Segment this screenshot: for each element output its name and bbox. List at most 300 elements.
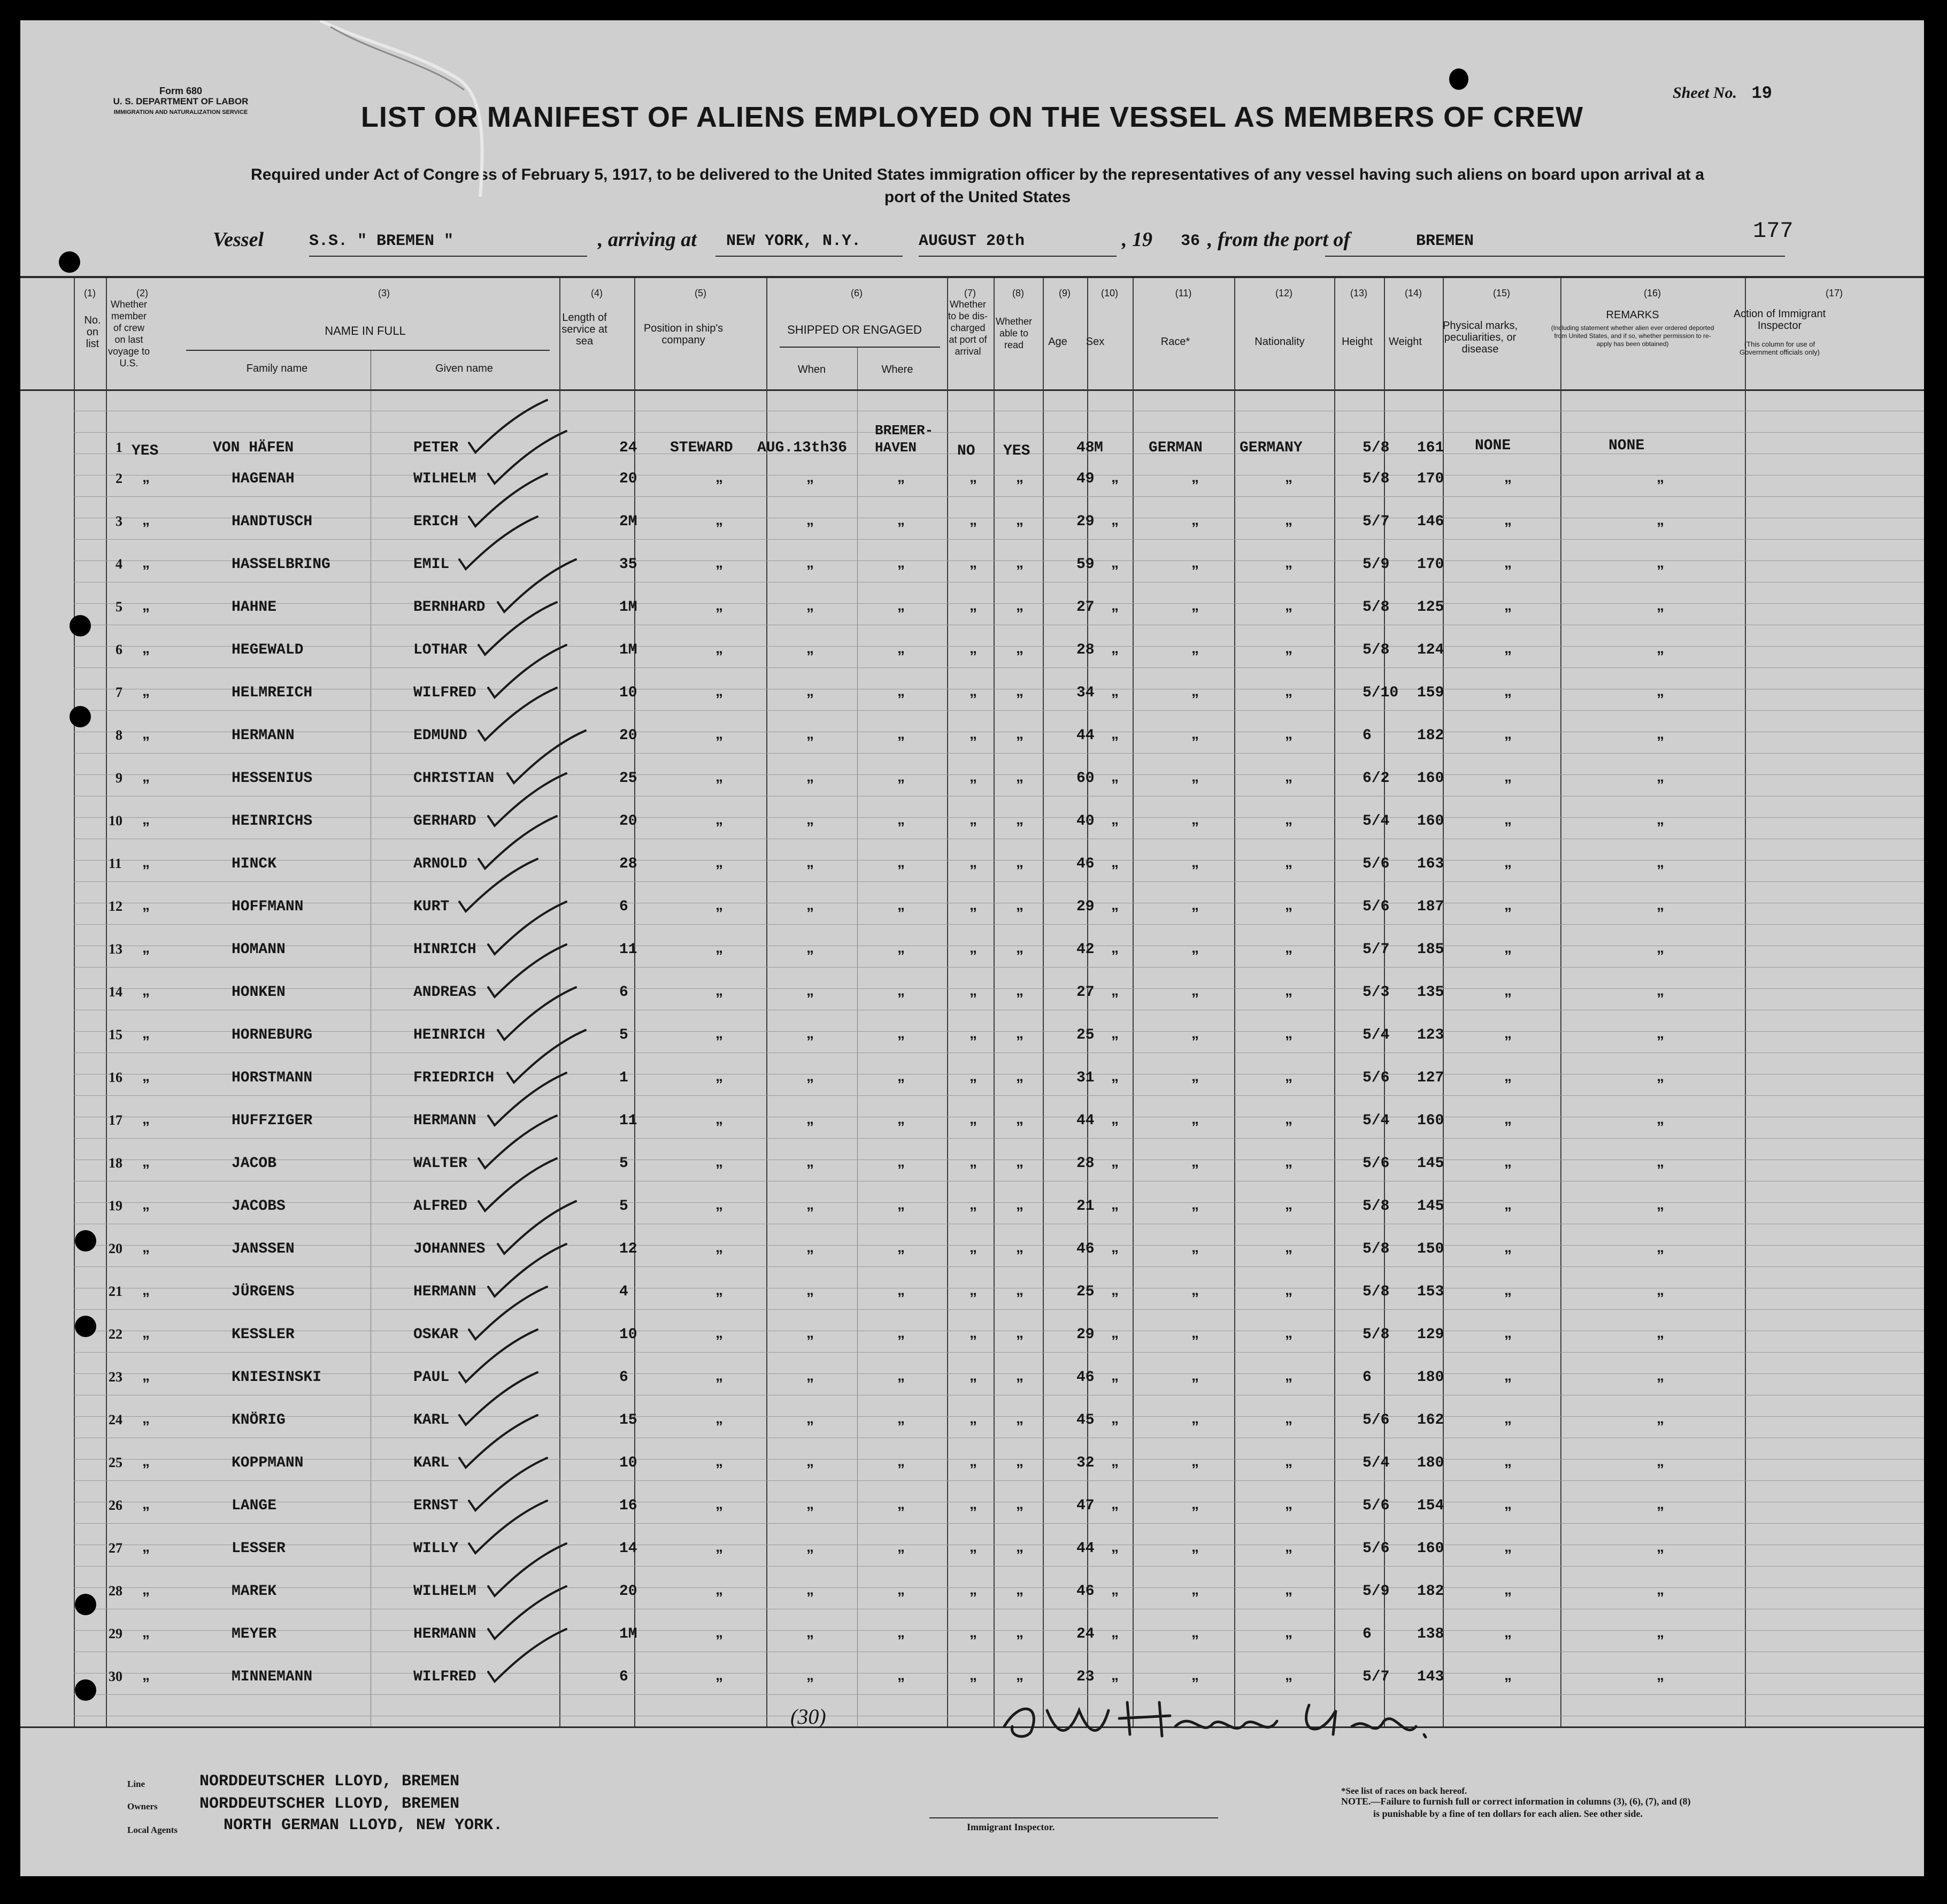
ditto-mark: „ [1657,511,1664,528]
ruled-line [74,1480,1924,1481]
ditto-mark: „ [1285,982,1292,999]
ruled-line [74,1373,1924,1374]
height: 5/10 [1363,685,1399,701]
ditto-mark: „ [969,682,977,699]
ditto-mark: „ [142,1667,150,1683]
row-1-position: STEWARD [670,440,733,456]
ditto-mark: „ [806,982,814,999]
ditto-mark: „ [806,469,814,485]
column-number: (3) [378,288,390,298]
ditto-mark: „ [1191,1196,1199,1212]
weight: 160 [1417,770,1444,787]
column-divider [106,278,107,1726]
arrival-date: AUGUST 20th [919,232,1025,250]
ruled-line [74,646,1924,647]
row-1-read: YES [1003,443,1030,459]
age: 28 [1076,1155,1095,1172]
col-weight-header: Weight [1389,336,1422,348]
ditto-mark: „ [1285,511,1292,528]
length-of-service: 2M [619,513,637,530]
ditto-mark: „ [1504,1367,1512,1384]
ruled-line [74,1095,1924,1096]
ditto-mark: „ [897,725,905,742]
ditto-mark: „ [142,725,150,742]
col-height-header: Height [1342,336,1373,348]
weight: 123 [1417,1027,1444,1043]
age: 44 [1076,1112,1095,1129]
column-number: (5) [695,288,706,298]
punch-hole [70,706,91,727]
column-divider [74,278,75,1726]
ditto-mark: „ [1016,511,1023,528]
given-name: WALTER [413,1155,467,1172]
ruled-line [74,817,1924,818]
ditto-mark: „ [1504,1110,1512,1127]
length-of-service: 14 [619,1540,637,1557]
row-1-physical: NONE [1475,437,1511,454]
ditto-mark: „ [1657,1110,1664,1127]
ditto-mark: „ [142,469,150,485]
column-divider [947,278,948,1726]
ditto-mark: „ [1191,682,1199,699]
row-number: 20 [109,1241,122,1256]
ditto-mark: „ [969,1667,977,1683]
ditto-mark: „ [1504,1453,1512,1469]
ditto-mark: „ [142,896,150,913]
ditto-mark: „ [1016,1196,1023,1212]
ditto-mark: „ [806,682,814,699]
ditto-mark: „ [1504,1624,1512,1640]
table-head-rule [20,389,1924,391]
family-name: HELMREICH [232,685,313,701]
row-number: 8 [116,727,122,743]
row-1-nationality: GERMANY [1240,440,1303,456]
ditto-mark: „ [1191,597,1199,613]
ditto-mark: „ [1191,982,1199,999]
ditto-mark: „ [1191,1367,1199,1384]
weight: 145 [1417,1198,1444,1215]
given-name: WILFRED [413,685,476,701]
height: 5/6 [1363,1540,1390,1557]
ditto-mark: „ [1111,1196,1119,1212]
ditto-mark: „ [897,1367,905,1384]
ruled-line [74,1587,1924,1588]
given-name: ALFRED [413,1198,467,1215]
ditto-mark: „ [142,1239,150,1255]
given-name: ANDREAS [413,984,476,1001]
ditto-mark: „ [715,1624,723,1640]
inspector-signature [999,1689,1437,1748]
ditto-mark: „ [1504,768,1512,785]
ditto-mark: „ [715,854,723,870]
given-name: KURT [413,899,450,915]
ditto-mark: „ [142,1281,150,1298]
note-penalty-1: NOTE.—Failure to furnish full or correct information in columns (3), (6), (7), and (8) [1341,1796,1691,1807]
weight: 185 [1417,941,1444,958]
ditto-mark: „ [897,1239,905,1255]
row-number: 11 [109,856,122,871]
row-number: 22 [109,1326,122,1342]
weight: 127 [1417,1070,1444,1086]
family-name: HINCK [232,856,277,872]
ditto-mark: „ [897,1110,905,1127]
ditto-mark: „ [1657,982,1664,999]
col-age-header: Age [1048,336,1067,348]
weight: 135 [1417,984,1444,1001]
ditto-mark: „ [715,1367,723,1384]
height: 5/4 [1363,813,1390,830]
ditto-mark: „ [1504,469,1512,485]
ruled-line [74,988,1924,989]
column-divider [1234,278,1235,1726]
length-of-service: 1M [619,642,637,658]
ruled-line [74,1416,1924,1417]
given-name: BERNHARD [413,599,486,616]
ditto-mark: „ [1016,896,1023,913]
ditto-mark: „ [1504,1025,1512,1041]
age: 40 [1076,813,1095,830]
weight: 180 [1417,1369,1444,1386]
ditto-mark: „ [897,811,905,827]
ditto-mark: „ [1191,511,1199,528]
column-divider [1133,278,1134,1726]
ditto-mark: „ [1111,1495,1119,1512]
row-number: 6 [116,642,122,657]
family-name: HERMANN [232,727,295,744]
ditto-mark: „ [1111,811,1119,827]
ditto-mark: „ [897,1281,905,1298]
col-given-header: Given name [435,363,493,374]
ditto-mark: „ [1111,469,1119,485]
ditto-mark: „ [1285,1281,1292,1298]
ruled-line [74,432,1924,433]
height: 5/3 [1363,984,1390,1001]
ditto-mark: „ [142,554,150,571]
col-no-header: No. on list [84,314,101,350]
punch-hole [75,1316,96,1337]
row-1-when: AUG.13th36 [757,440,848,456]
ditto-mark: „ [1504,939,1512,956]
ditto-mark: „ [1111,939,1119,956]
height: 5/9 [1363,1583,1390,1600]
ditto-mark: „ [715,511,723,528]
ditto-mark: „ [1016,640,1023,656]
punch-hole [1449,68,1468,90]
row-number: 27 [109,1540,122,1556]
ditto-mark: „ [806,1196,814,1212]
weight: 160 [1417,1540,1444,1557]
ditto-mark: „ [897,1667,905,1683]
ditto-mark: „ [142,597,150,613]
ditto-mark: „ [715,725,723,742]
punch-hole [75,1594,96,1615]
ruled-line [74,667,1924,668]
ditto-mark: „ [806,1624,814,1640]
ruled-line [74,753,1924,754]
ruled-line [74,1459,1924,1460]
age: 25 [1076,1027,1095,1043]
length-of-service: 16 [619,1498,637,1514]
given-name: HERMANN [413,1112,476,1129]
ditto-mark: „ [1657,939,1664,956]
row-number: 1 [116,440,122,455]
row-number: 13 [109,941,122,957]
ditto-mark: „ [1016,554,1023,571]
ditto-mark: „ [806,1538,814,1555]
ditto-mark: „ [715,768,723,785]
ditto-mark: „ [806,1367,814,1384]
ditto-mark: „ [969,896,977,913]
column-number: (17) [1825,288,1843,298]
weight: 125 [1417,599,1444,616]
ditto-mark: „ [1657,896,1664,913]
length-of-service: 6 [619,984,628,1001]
ditto-mark: „ [1504,554,1512,571]
ditto-mark: „ [715,682,723,699]
ditto-mark: „ [715,1453,723,1469]
ditto-mark: „ [715,469,723,485]
length-of-service: 11 [619,941,637,958]
ditto-mark: „ [1111,982,1119,999]
row-number: 3 [116,513,122,529]
age: 23 [1076,1669,1095,1685]
ditto-mark: „ [1111,854,1119,870]
weight: 145 [1417,1155,1444,1172]
ditto-mark: „ [1504,1281,1512,1298]
height: 5/8 [1363,1326,1390,1343]
ditto-mark: „ [969,1453,977,1469]
given-name: EMIL [413,556,450,573]
col-remarks-header: REMARKS [1606,309,1659,321]
ditto-mark: „ [1504,511,1512,528]
ditto-mark: „ [897,854,905,870]
length-of-service: 1M [619,1626,637,1642]
ditto-mark: „ [897,1624,905,1640]
ditto-mark: „ [1285,1196,1292,1212]
subtitle-line-1: Required under Act of Congress of February 5, 1917, to be delivered to the United States immigration officer by the representatives of any vessel having such aliens on board upon arrival at a [251,166,1704,183]
given-name: PETER [413,440,459,456]
weight: 160 [1417,813,1444,830]
ditto-mark: „ [1111,1068,1119,1084]
ditto-mark: „ [1285,1239,1292,1255]
family-name: HOMANN [232,941,286,958]
ditto-mark: „ [969,1281,977,1298]
row-number: 16 [109,1070,122,1085]
ditto-mark: „ [1191,1068,1199,1084]
line-value: NORDDEUTSCHER LLOYD, BREMEN [199,1772,460,1791]
ditto-mark: „ [806,1281,814,1298]
row-number: 28 [109,1583,122,1599]
ditto-mark: „ [1191,1453,1199,1469]
ditto-mark: „ [715,640,723,656]
family-name: MINNEMANN [232,1669,313,1685]
family-name: LESSER [232,1540,286,1557]
height: 5/6 [1363,899,1390,915]
age: 32 [1076,1455,1095,1471]
age: 48 [1076,440,1095,456]
ruled-line [74,860,1924,861]
column-number: (14) [1404,288,1422,298]
length-of-service: 4 [619,1284,628,1300]
family-name: HANDTUSCH [232,513,313,530]
age: 24 [1076,1626,1095,1642]
column-number: (1) [84,288,96,298]
ditto-mark: „ [1111,1667,1119,1683]
weight: 138 [1417,1626,1444,1642]
family-name: HAHNE [232,599,277,616]
ditto-mark: „ [969,725,977,742]
column-number: (16) [1643,288,1661,298]
height: 5/6 [1363,1155,1390,1172]
arrival-port: NEW YORK, N.Y. [726,232,861,250]
ditto-mark: „ [806,1667,814,1683]
height: 5/8 [1363,599,1390,616]
col-where-header: Where [881,364,913,375]
ditto-mark: „ [1016,597,1023,613]
row-number: 25 [109,1455,122,1470]
given-name: WILFRED [413,1669,476,1685]
ruled-line [74,1566,1924,1567]
ditto-mark: „ [1657,469,1664,485]
ditto-mark: „ [1504,1068,1512,1084]
ditto-mark: „ [1191,854,1199,870]
height: 6 [1363,727,1372,744]
family-name: JANSSEN [232,1241,295,1257]
rule [309,256,587,257]
ditto-mark: „ [1191,1667,1199,1683]
given-name: WILLY [413,1540,459,1557]
col-shipped-header: SHIPPED OR ENGAGED [787,323,922,336]
punch-hole [59,251,80,273]
height: 5/8 [1363,1198,1390,1215]
ditto-mark: „ [1285,1068,1292,1084]
given-name: WILHELM [413,1583,476,1600]
column-divider [1560,278,1561,1726]
row-1-race: GERMAN [1149,440,1203,456]
ditto-mark: „ [1504,682,1512,699]
age: 59 [1076,556,1095,573]
weight: 170 [1417,556,1444,573]
ruled-line [74,1031,1924,1032]
ditto-mark: „ [1191,640,1199,656]
family-name: MEYER [232,1626,277,1642]
weight: 154 [1417,1498,1444,1514]
row-number: 24 [109,1412,122,1427]
ditto-mark: „ [142,939,150,956]
given-name: ARNOLD [413,856,467,872]
height: 6/2 [1363,770,1390,787]
rule [919,256,1117,257]
ditto-mark: „ [1111,1453,1119,1469]
form-number: Form 680 [159,86,203,96]
ditto-mark: „ [715,1025,723,1041]
column-number: (7) [964,288,976,298]
weight: 182 [1417,727,1444,744]
family-name: HEINRICHS [232,813,313,830]
ditto-mark: „ [1111,1367,1119,1384]
ditto-mark: „ [1111,682,1119,699]
ditto-mark: „ [969,1410,977,1426]
height: 5/6 [1363,1498,1390,1514]
ditto-mark: „ [1191,939,1199,956]
given-name: JOHANNES [413,1241,486,1257]
given-name: PAUL [413,1369,450,1386]
height: 5/7 [1363,513,1390,530]
col-family-header: Family name [246,363,308,374]
ditto-mark: „ [1504,1581,1512,1598]
ruled-line [74,539,1924,540]
height: 5/9 [1363,556,1390,573]
family-name: HONKEN [232,984,286,1001]
ditto-mark: „ [1016,982,1023,999]
shipped-subrule [780,347,940,348]
col-nationality-header: Nationality [1255,336,1305,348]
ditto-mark: „ [1285,1667,1292,1683]
ditto-mark: „ [1504,1153,1512,1170]
age: 47 [1076,1498,1095,1514]
ditto-mark: „ [1191,768,1199,785]
sub-column-divider [857,391,858,1726]
ditto-mark: „ [806,939,814,956]
family-name: HEGEWALD [232,642,304,658]
rule [715,256,903,257]
ditto-mark: „ [1191,1153,1199,1170]
family-name: HORNEBURG [232,1027,313,1043]
ditto-mark: „ [142,1068,150,1084]
family-name: HORSTMANN [232,1070,313,1086]
ditto-mark: „ [1285,1110,1292,1127]
height: 5/4 [1363,1112,1390,1129]
inspector-sign-line [929,1817,1218,1818]
age: 45 [1076,1412,1095,1429]
row-number: 15 [109,1027,122,1042]
ditto-mark: „ [1191,554,1199,571]
ditto-mark: „ [1657,682,1664,699]
col-service-header: Length of service at sea [561,312,607,347]
family-name: HOFFMANN [232,899,304,915]
ditto-mark: „ [715,1068,723,1084]
punch-hole [70,615,91,636]
given-name: KARL [413,1412,450,1429]
manifest-sheet [20,20,1924,1876]
ditto-mark: „ [1657,1495,1664,1512]
ditto-mark: „ [1504,597,1512,613]
ditto-mark: „ [897,1025,905,1041]
given-name: EDMUND [413,727,467,744]
ditto-mark: „ [1191,1281,1199,1298]
ditto-mark: „ [1016,939,1023,956]
ruled-line [74,967,1924,968]
length-of-service: 25 [619,770,637,787]
col-remarks-note: (Including statement whether alien ever ordered deported from United States, and if so, whether permission to re-apply has been obtained) [1551,324,1714,348]
ditto-mark: „ [142,1538,150,1555]
age: 29 [1076,513,1095,530]
column-number: (12) [1275,288,1292,298]
ditto-mark: „ [142,1324,150,1341]
ditto-mark: „ [1016,1281,1023,1298]
age: 46 [1076,856,1095,872]
ditto-mark: „ [1285,1153,1292,1170]
ditto-mark: „ [806,725,814,742]
ditto-mark: „ [897,1153,905,1170]
ditto-mark: „ [969,469,977,485]
ditto-mark: „ [897,554,905,571]
ditto-mark: „ [1504,1538,1512,1555]
ditto-mark: „ [969,1110,977,1127]
ditto-mark: „ [715,1581,723,1598]
ditto-mark: „ [1111,1281,1119,1298]
ditto-mark: „ [715,939,723,956]
